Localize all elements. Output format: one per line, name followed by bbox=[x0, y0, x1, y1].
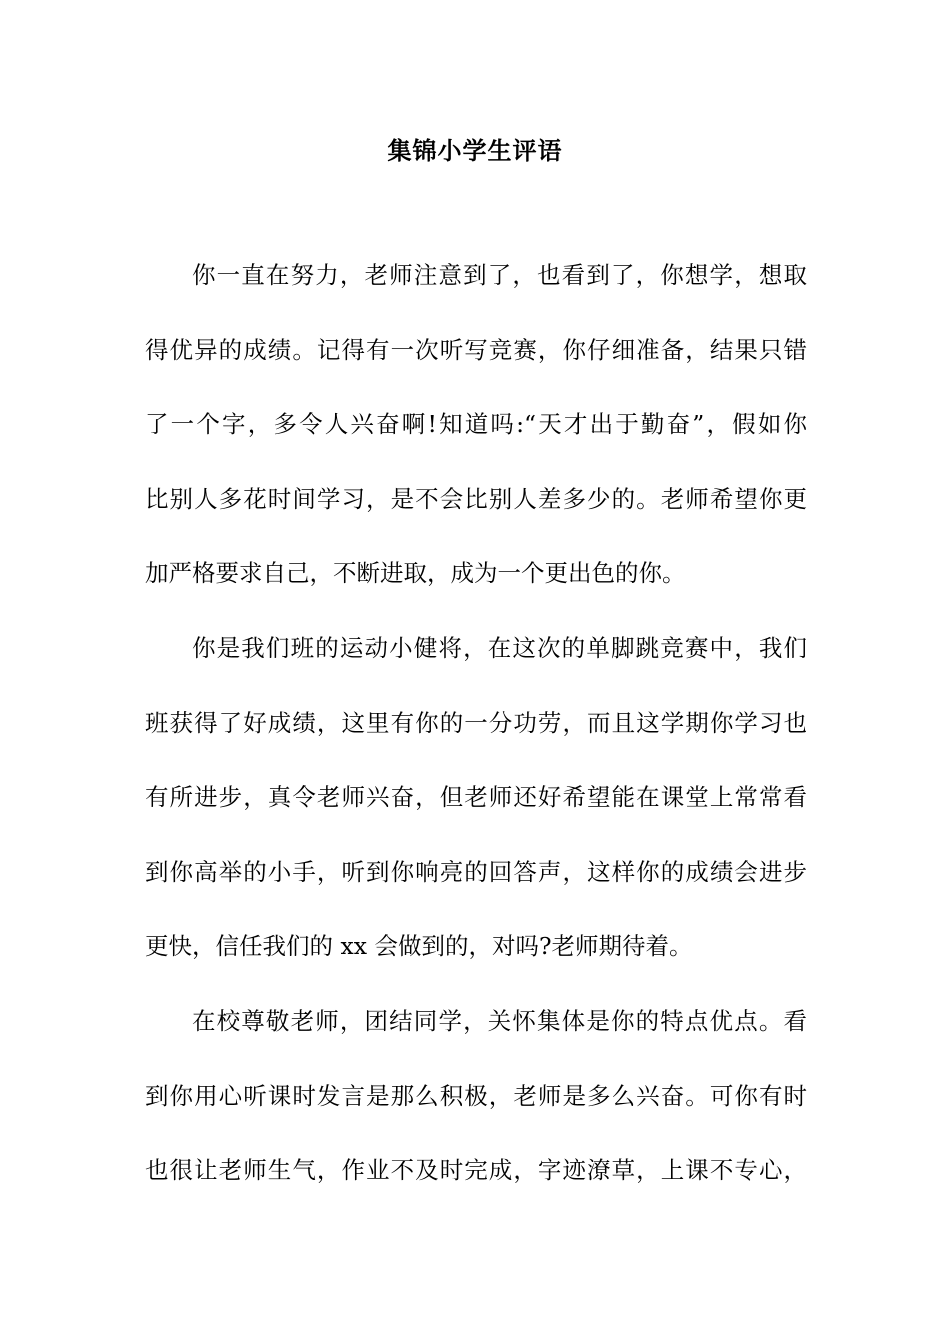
paragraph-2-line-5: 更快，信任我们的 xx 会做到的，对吗?老师期待着。 bbox=[145, 932, 693, 961]
paragraph-1-line-1: 你一直在努力，老师注意到了，也看到了，你想学，想取 bbox=[192, 261, 807, 289]
paragraph-2-line-3: 有所进步，真令老师兴奋，但老师还好希望能在课堂上常常看 bbox=[145, 783, 807, 812]
paragraph-1-line-4: 比别人多花时间学习，是不会比别人差多少的。老师希望你更 bbox=[145, 484, 807, 513]
paragraph-3-line-2: 到你用心听课时发言是那么积极，老师是多么兴奋。可你有时 bbox=[145, 1081, 807, 1110]
paragraph-3-line-3: 也很让老师生气，作业不及时完成，字迹潦草，上课不专心， bbox=[145, 1156, 807, 1185]
paragraph-2-line-2: 班获得了好成绩，这里有你的一分功劳，而且这学期你学习也 bbox=[145, 708, 807, 737]
paragraph-1-line-2: 得优异的成绩。记得有一次听写竞赛，你仔细准备，结果只错 bbox=[145, 335, 807, 364]
document-body bbox=[145, 253, 807, 1223]
page-title: 集锦小学生评语 bbox=[387, 137, 563, 165]
paragraph-1-line-5: 加严格要求自己，不断进取，成为一个更出色的你。 bbox=[145, 559, 686, 588]
paragraph-2-line-4: 到你高举的小手，听到你响亮的回答声，这样你的成绩会进步 bbox=[145, 857, 807, 886]
paragraph-2-line-1: 你是我们班的运动小健将，在这次的单脚跳竞赛中，我们 bbox=[192, 633, 807, 662]
paragraph-1-line-3: 了一个字，多令人兴奋啊!知道吗:“天才出于勤奋”，假如你 bbox=[145, 410, 807, 439]
paragraph-3-line-1: 在校尊敬老师，团结同学，关怀集体是你的特点优点。看 bbox=[192, 1006, 807, 1035]
